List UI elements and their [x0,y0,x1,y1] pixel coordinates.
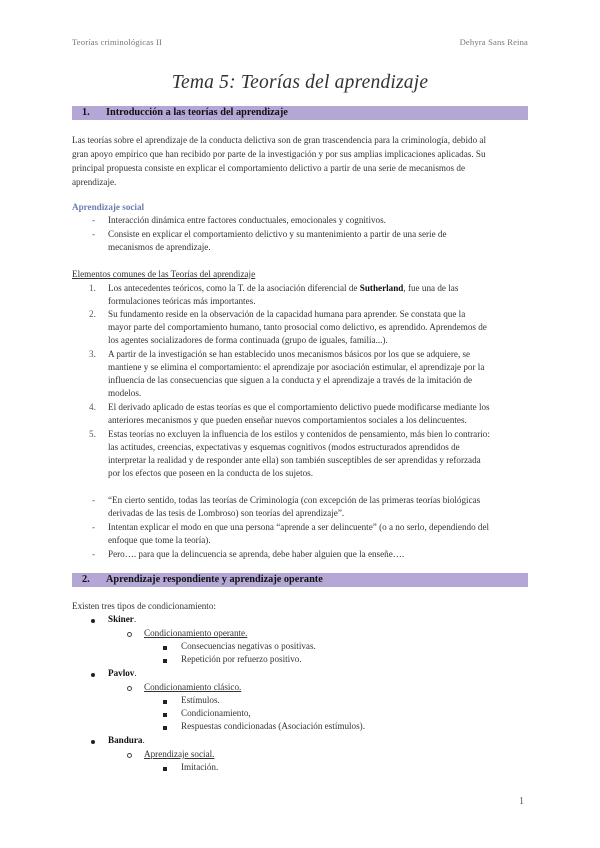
section-1-heading: Introducción a las teorías del aprendizaje [106,107,288,118]
bandura-period: . [142,735,145,745]
bullet-square-icon [163,646,167,650]
bullet-circle-icon [127,753,132,758]
list-item-2-continuation: mayor parte del comportamiento humano, tanto prosocial como delictivo, es aprendido. Aprendemos de [108,322,487,332]
skinner-subitem: Repetición por refuerzo positivo. [181,654,302,664]
quote-item: “En cierto sentido, todas las teorías de Criminología (con excepción de las primeras teorías biológicas [108,495,481,505]
quote-item-continuation: enfoque que tome la teoría). [108,535,211,545]
bullet-circle-icon [127,686,132,691]
bullet-square-icon [163,700,167,704]
section-1-intro [72,133,530,189]
pavlov-subitem: Respuestas condicionadas (Asociación estímulos). [181,721,365,731]
bullet-square-icon [163,659,167,663]
dash-marker: - [92,549,96,559]
list-item-3: A partir de la investigación se han establecido unos mecanismos básicos por los que se adquiere, se [108,349,471,359]
section-2-number: 2. [82,574,90,585]
pavlov-subitem: Estímulos. [181,695,220,705]
section-1-number: 1. [82,107,90,118]
bullet-dot-icon [91,740,95,744]
quote-item: Pero…. para que la delincuencia se aprenda, debe haber alguien que la enseñe…. [108,549,405,559]
social-item: Interacción dinámica entre factores conductuales, emocionales y cognitivos. [108,215,386,225]
bullet-square-icon [163,767,167,771]
skinner-subitem: Consecuencias negativas o positivas. [181,641,316,651]
list-item-2: Su fundamento reside en la observación de la capacidad humana para aprender. Se constata que la [108,309,466,319]
list-number: 3. [89,349,96,359]
list-item-5-continuation: interpretar la realidad y de responder ante ella) son también susceptibles de ser aprendidas y reforzada [108,455,481,465]
bandura-subitem: Imitación. [181,762,219,772]
bandura-sub: Aprendizaje social. [144,749,215,759]
list-item-1-continuation: formulaciones teóricas más importantes. [108,296,256,306]
section-2-intro: Existen tres tipos de condicionamiento: [72,601,216,611]
bullet-dot-icon [91,619,95,623]
pavlov-sub: Condicionamiento clásico. [144,682,242,692]
social-item-continuation: mecanismos de aprendizaje. [108,242,211,252]
page-title: Tema 5: Teorías del aprendizaje [171,72,429,93]
social-learning-heading: Aprendizaje social [72,202,145,212]
header-course: Teorías criminológicas II [72,37,163,47]
intro-line: Las teorías sobre el aprendizaje de la conducta delictiva son de gran trascendencia para la criminología, debido al [72,135,486,145]
page-number: 1 [519,796,524,807]
intro-line: principal propuesta consiste en explicar el comportamiento delictivo a partir de una serie de mecanismos de [72,163,465,173]
list-item-3-continuation: influencia de las consecuencias que siguen a la conducta y el aprendizaje a través de la imitación de [108,375,473,385]
social-item: Consiste en explicar el comportamiento delictivo y su mantenimiento a partir de una serie de [108,229,447,239]
quote-item: Intentan explicar el modo en que una persona “aprende a ser delincuente” (o a no serlo, dependiendo del [108,522,490,532]
bullet-square-icon [163,726,167,730]
bandura-name: Bandura [108,735,143,745]
sutherland-name: Sutherland [359,283,404,293]
list-number: 5. [89,429,96,439]
list-item-1-text: Los antecedentes teóricos, como la T. de la asociación diferencial de [108,283,358,293]
list-item-5: Estas teorías no excluyen la influencia de los estilos y contenidos de pensamiento, más bien lo contrario: [108,429,490,439]
list-item-2-continuation: los agentes socializadores de forma continuada (grupo de iguales, familia...). [108,335,388,345]
list-item-1 [108,282,458,296]
list-number: 1. [89,283,96,293]
list-number: 2. [89,309,96,319]
list-item-3-continuation: mantiene y se elimina el comportamiento: el aprendizaje por asociación estimular, el aprendizaje por la [108,362,485,372]
list-item-4: El derivado aplicado de estas teorías es que el comportamiento delictivo puede modificarse mediante los [108,402,490,412]
pavlov-item [108,667,137,681]
section-2-heading: Aprendizaje respondiente y aprendizaje operante [106,574,323,585]
list-item-5-continuation: las actitudes, creencias, expectativas y esquemas cognitivos (modos estructurados aprendidos de [108,442,460,452]
list-item-3-continuation: modelos. [108,388,142,398]
skinner-item [108,613,136,627]
quote-item-continuation: derivadas de las tesis de Lombroso) son teorías del aprendizaje”. [108,508,345,518]
page-header [72,37,528,49]
section-1-heading-band [72,106,528,120]
bullet-circle-icon [127,632,132,637]
skinner-period: . [133,614,137,624]
header-author: Dehyra Sans Reina [459,37,528,47]
bullet-dot-icon [91,673,95,677]
dash-marker: - [92,215,96,225]
common-elements-heading: Elementos comunes de las Teorías del aprendizaje [72,269,256,279]
skinner-sub: Condicionamiento operante. [144,628,248,638]
skinner-name: Skiner [108,614,134,624]
list-item-5-continuation: por los efectos que poseen en la conducta de los sujetos. [108,468,314,478]
list-item-4-continuation: anteriores mecanismos y que pueden enseñar nuevos comportamientos sociales a los delincuentes. [108,415,467,425]
list-item-1-text-end: , fue una de las [403,283,459,293]
pavlov-subitem: Condicionamiento, [181,708,251,718]
dash-marker: - [92,495,96,505]
intro-line: aprendizaje. [72,177,117,187]
dash-marker: - [92,229,96,239]
intro-line: gran apoyo empírico que han recibido por parte de la investigación y por sus amplias implicaciones aplicadas. Su [72,149,486,159]
dash-marker: - [92,522,96,532]
bullet-square-icon [163,713,167,717]
bandura-item [108,734,145,748]
list-number: 4. [89,402,96,412]
pavlov-period: . [134,668,137,678]
pavlov-name: Pavlov [108,668,135,678]
section-2-heading-band [72,573,528,587]
